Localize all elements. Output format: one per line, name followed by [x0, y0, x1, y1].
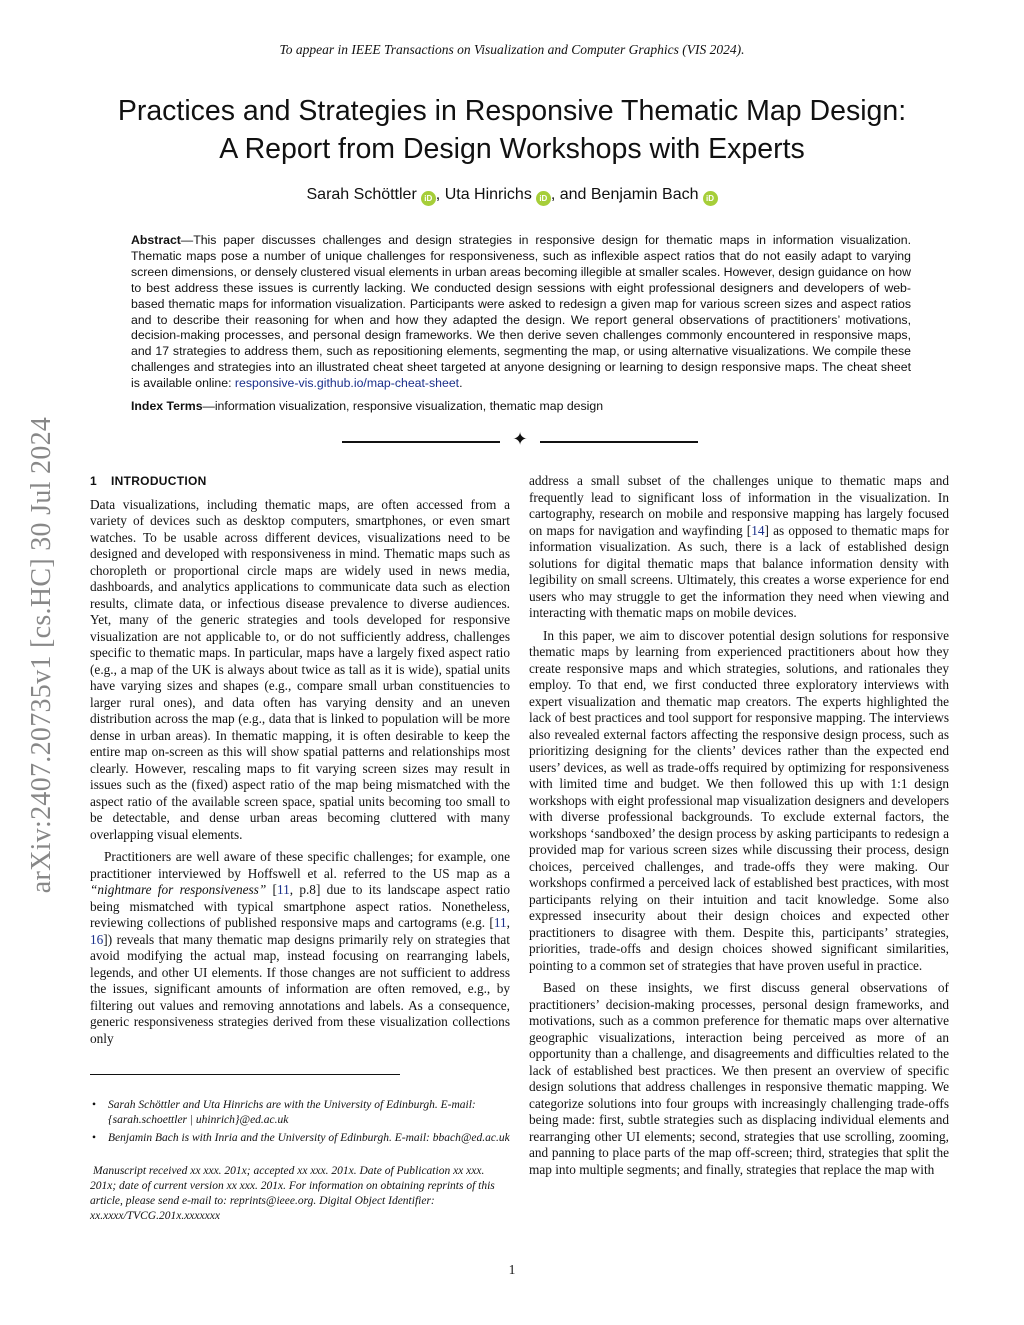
citation-link[interactable]: 16	[90, 931, 104, 947]
cheat-sheet-link[interactable]: responsive-vis.github.io/map-cheat-sheet	[234, 376, 460, 391]
citation-link[interactable]: 11	[493, 915, 507, 930]
journal-header-note: To appear in IEEE Transactions on Visualization and Computer Graphics (VIS 2024).	[279, 42, 745, 57]
footnote-item: • Sarah Schöttler and Uta Hinrichs are with the University of Edinburgh. E-mail: {sarah.schoettler | uhinrich}@ed.ac.uk	[92, 1099, 476, 1126]
manuscript-info: Manuscript received xx xxx. 201x; accepted xx xxx. 201x. Date of Publication xx xxx. 201x; date of current version xx xxx. 201x. For information on obtaining reprints of this article, please send e-mail to: reprints@ieee.org. Digital Object Identifier: xx.xxxx/TVCG.201x.xxxxxxx	[90, 1165, 495, 1222]
section-heading	[90, 473, 510, 490]
section-divider	[342, 429, 698, 452]
section-title: INTRODUCTION	[110, 474, 207, 488]
paragraph: Based on these insights, we first discuss general observations of practitioners’ decision-making processes, personal design frameworks, and motivations, such as a common preference for thematic maps over alternative geographic visualizations, interaction being perceived as more of an opportunity than a challenge, and disagreements and difficulties related to the lack of established best practices. We then present an overview of specific design solutions that address challenges in responsive thematic mapping. We categorize solutions into four groups with increasingly challenging trade-offs being made: first, subtle strategies such as displacing individual elements and rearranging other UI elements; second, strategies that use scrolling, zooming, and panning to place parts of the map off-screen; third, strategies that split the map into multiple segments; and finally, strategies that replace the map with	[529, 980, 949, 1177]
citation-link[interactable]: 11	[276, 882, 290, 897]
index-terms-label: Index Terms	[131, 399, 203, 413]
divider-line-right	[540, 441, 698, 443]
footnote-rule	[90, 1074, 400, 1075]
footnote-item: • Benjamin Bach is with Inria and the University of Edinburgh. E-mail: bbach@ed.ac.uk	[92, 1132, 510, 1144]
abstract-text: This paper discusses challenges and design strategies in responsive design for thematic maps in information visualization. Thematic maps pose a number of unique challenges for responsiveness, such as inflexible aspect ratios that do not easily adapt to varying screen dimensions, or densely clustered visual elements in urban areas becoming illegible at smaller scales. However, design guidance on how to best address these issues is currently lacking. We conducted design sessions with eight professional designers and developers of web-based thematic maps for information visualization. Participants were asked to redesign a given map for various screen sizes and aspect ratios and to describe their reasoning for when and how they adapted the design. We report general observations of practitioners’ motivations, decision-making processes, and personal design frameworks. We then derive seven challenges commonly encountered in responsive maps, and 17 strategies to address them, such as repositioning elements, segmenting the map, or using alternative visualizations. We compile these challenges and strategies into an illustrated cheat sheet targeted at anyone designing or learning to design responsive maps. The cheat sheet is available online:	[131, 233, 911, 391]
orcid-icon[interactable]: iD	[536, 191, 551, 206]
abstract: Abstract—This paper discusses challenges and design strategies in responsive design for thematic maps in information visualization. Thematic maps pose a number of unique challenges for responsiveness, such as inflexible aspect ratios that do not easily adapt to varying screen dimensions, or densely clustered visual elements in urban areas becoming illegible at smaller scales. However, design guidance on how to best address these issues is currently lacking. We conducted design sessions with eight professional designers and developers of web-based thematic maps for information visualization. Participants were asked to redesign a given map for various screen sizes and aspect ratios and to describe their reasoning for when and how they adapted the design. We report general observations of practitioners’ motivations, decision-making processes, and personal design frameworks. We then derive seven challenges commonly encountered in responsive maps, and 17 strategies to address them, such as repositioning elements, segmenting the map, or using alternative visualizations. We compile these challenges and strategies into an illustrated cheat sheet targeted at anyone designing or learning to design responsive maps. The cheat sheet is available online: responsive-vis.github.io/map-cheat-sheet.	[131, 233, 911, 391]
index-terms-text: information visualization, responsive visualization, thematic map design	[214, 399, 604, 413]
divider-star-icon: ✦	[512, 429, 528, 449]
paragraph: In this paper, we aim to discover potential design solutions for responsive thematic maps by learning from experienced practitioners about how they create responsive maps and which strategies, solutions, and rationales they employ. To that end, we first conducted three exploratory interviews with expert visualization and thematic map creators. The experts highlighted the lack of best practices and tool support for responsive mapping. The interviews also revealed external factors affecting the responsive design process, such as prioritizing designing for the clients’ devices rather than the expected end users’ devices, as well as trade-offs required by optimizing for responsiveness with limited time and budget. We then followed this up with 1:1 design workshops with eight professional map visualization designers and developers with diverse professional backgrounds. To exclude external factors, the workshops ‘sandboxed’ the design process by asking participants to redesign a provided map for various screen sizes while discussing their process, design choices, perceived challenges, and trade-offs they were making. Our workshops confirmed a perceived lack of established best practices, with most participants relying on their intuition and tacit knowledge. Some also expressed insecurity about their design choices and expected other practitioners to disagree with them. Despite this, participants’ strategies, priorities, trade-offs and design choices showed significant similarities, pointing to a common set of strategies that have proven useful in practice.	[529, 627, 949, 973]
arxiv-identifier: arXiv:2407.20735v1 [cs.HC] 30 Jul 2024	[26, 416, 57, 894]
paragraph: Practitioners are well aware of these specific challenges; for example, one practitioner interviewed by Hoffswell et al. referred to the US map as a “nightmare for responsiveness” [11, p.8] due to its landscape aspect ratio being mismatched with typical smartphone aspect ratios. Nonetheless, reviewing collections of published responsive maps and cartograms (e.g. [11, 16]) reveals that many thematic map designs primarily rely on strategies that avoid modifying the actual map, instead focusing on rearranging labels, legends, and other UI elements. If those changes are not sufficient to address the issues, significant amounts of information are often removed, e.g., by filtering out values and removing annotations and labels. As a consequence, generic responsiveness strategies derived from these visualization collections only	[90, 849, 510, 1046]
abstract-label: Abstract	[131, 233, 181, 247]
author-list: Sarah Schöttler iD , Uta Hinrichs iD , and Benjamin Bach iD	[0, 186, 1024, 206]
section-number: 1	[90, 474, 97, 488]
quote: “nightmare for responsiveness”	[90, 882, 267, 897]
orcid-icon[interactable]: iD	[421, 191, 436, 206]
footnotes	[90, 1098, 510, 1149]
author-name: Uta Hinrichs	[444, 186, 532, 203]
author-name: and Benjamin Bach	[559, 186, 699, 203]
paragraph: Data visualizations, including thematic maps, are often accessed from a variety of devices such as desktop computers, smartphones, or even smart watches. To be usable across different devices, visualizations need to be designed and developed with responsiveness in mind. Thematic maps such as choropleth or proportional circle maps are widely used in news media, dashboards, and analytics applications to communicate data such as election results, climate data, or infectious disease prevalence to diverse audiences. Yet, many of the generic strategies and tools developed for responsive visualization are not applicable to, or do not sufficiently address, challenges specific to thematic maps. In particular, maps have a largely fixed aspect ratio (e.g., a map of the UK is always about twice as tall as it is wide), spatial units have varying sizes and shapes (e.g., compare small urban constituencies to larger rural ones), and data often has varying density and an uneven distribution across the map (e.g., data that is linked to population will be more dense in urban areas). In thematic mapping, it is often desirable to keep the entire map on-screen as this will show spatial patterns and relationships most clearly. However, rescaling maps to fit varying screen sizes may result in issues such as the (fixed) aspect ratio of the map being mismatched with the aspect ratio of the available screen space, spatial units becoming too small to be detectable, and dense urban areas becoming cluttered with many overlapping visual elements.	[90, 496, 510, 842]
divider-line-left	[342, 441, 500, 443]
orcid-icon[interactable]: iD	[703, 191, 718, 206]
arxiv-sidebar	[22, 365, 62, 945]
index-terms: Index Terms—information visualization, responsive visualization, thematic map design	[131, 399, 604, 413]
left-column	[90, 473, 510, 1047]
title-line-1: Practices and Strategies in Responsive Thematic Map Design:	[117, 95, 907, 127]
paper-title	[60, 92, 964, 168]
paragraph: address a small subset of the challenges unique to thematic maps and frequently lead to significant loss of information in the visualization. In cartography, research on mobile and responsive mapping has largely focused on maps for navigation and wayfinding [14] as opposed to thematic maps for information visualization. As such, there is a lack of established design solutions for digital thematic maps that balance information density with legibility on small screens. Ultimately, this creates a worse experience for end users who may struggle to get the information they need when viewing and interacting with thematic maps on mobile devices.	[529, 473, 949, 620]
citation-link[interactable]: 14	[751, 522, 765, 538]
author-name: Sarah Schöttler	[306, 186, 417, 203]
page-number: 1	[508, 1262, 516, 1277]
right-column	[529, 473, 949, 1178]
title-line-2: A Report from Design Workshops with Experts	[219, 133, 805, 165]
